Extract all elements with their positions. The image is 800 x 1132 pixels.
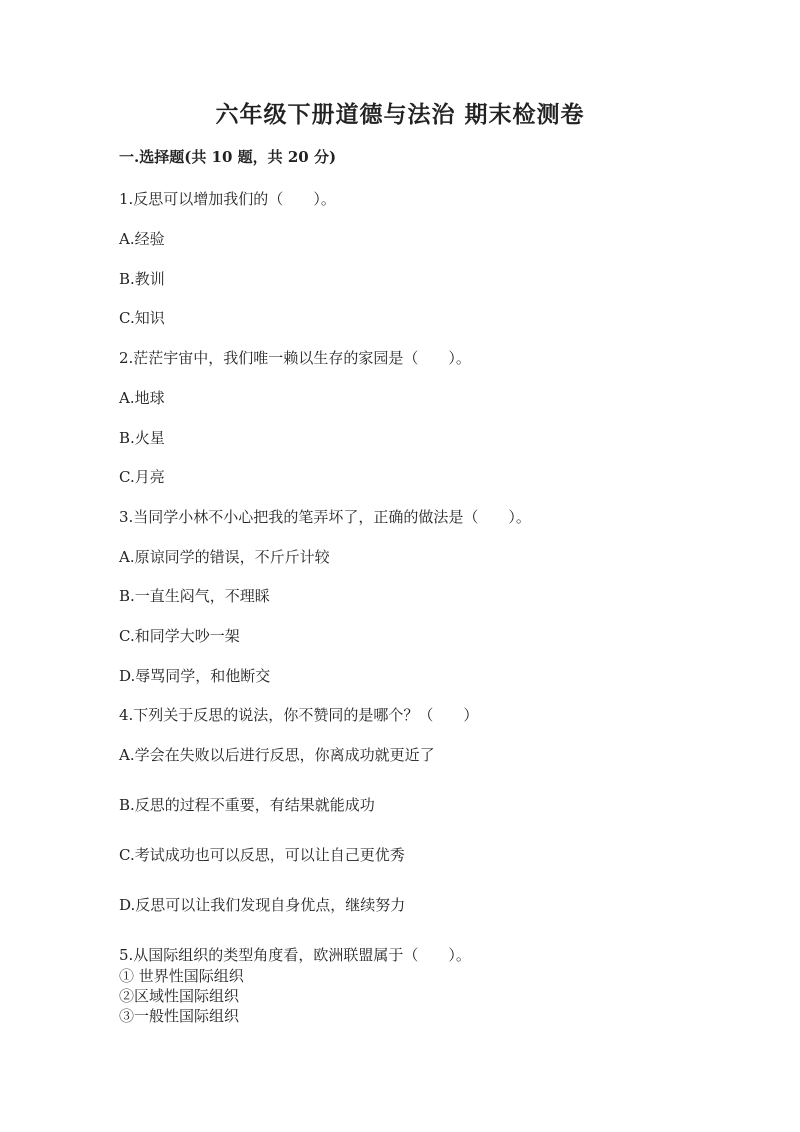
question-4-stem: 4.下列关于反思的说法，你不赞同的是哪个？（ ） [119,706,479,724]
question-1-option-b: B.教训 [119,270,165,288]
question-2-option-a: A.地球 [119,389,165,407]
section-heading: 一.选择题(共 10 题，共 20 分) [119,148,337,166]
page-title: 六年级下册道德与法治 期末检测卷 [215,101,585,128]
question-4-option-a: A.学会在失败以后进行反思，你离成功就更近了 [119,746,435,764]
question-2-option-b: B.火星 [119,429,165,447]
question-2-option-c: C.月亮 [119,468,165,486]
question-2-stem: 2.茫茫宇宙中，我们唯一赖以生存的家园是（ ）。 [119,349,471,367]
question-3-option-d: D.辱骂同学，和他断交 [119,667,271,685]
question-5-stem: 5.从国际组织的类型角度看，欧洲联盟属于（ ）。 [119,946,471,964]
question-4-option-b: B.反思的过程不重要，有结果就能成功 [119,796,375,814]
question-3-option-a: A.原谅同学的错误，不斤斤计较 [119,548,330,566]
question-1-option-a: A.经验 [119,230,165,248]
question-4-option-d: D.反思可以让我们发现自身优点，继续努力 [119,896,406,914]
question-3-option-c: C.和同学大吵一架 [119,627,240,645]
question-5-option-3: ③一般性国际组织 [119,1007,240,1025]
question-5-option-2: ②区域性国际组织 [119,987,240,1005]
question-4-option-c: C.考试成功也可以反思，可以让自己更优秀 [119,846,405,864]
question-1-stem: 1.反思可以增加我们的（ ）。 [119,190,336,208]
question-3-option-b: B.一直生闷气，不理睬 [119,587,270,605]
question-1-option-c: C.知识 [119,309,165,327]
question-5-option-1: ① 世界性国际组织 [119,967,244,985]
question-3-stem: 3.当同学小林不小心把我的笔弄坏了，正确的做法是（ ）。 [119,508,531,526]
